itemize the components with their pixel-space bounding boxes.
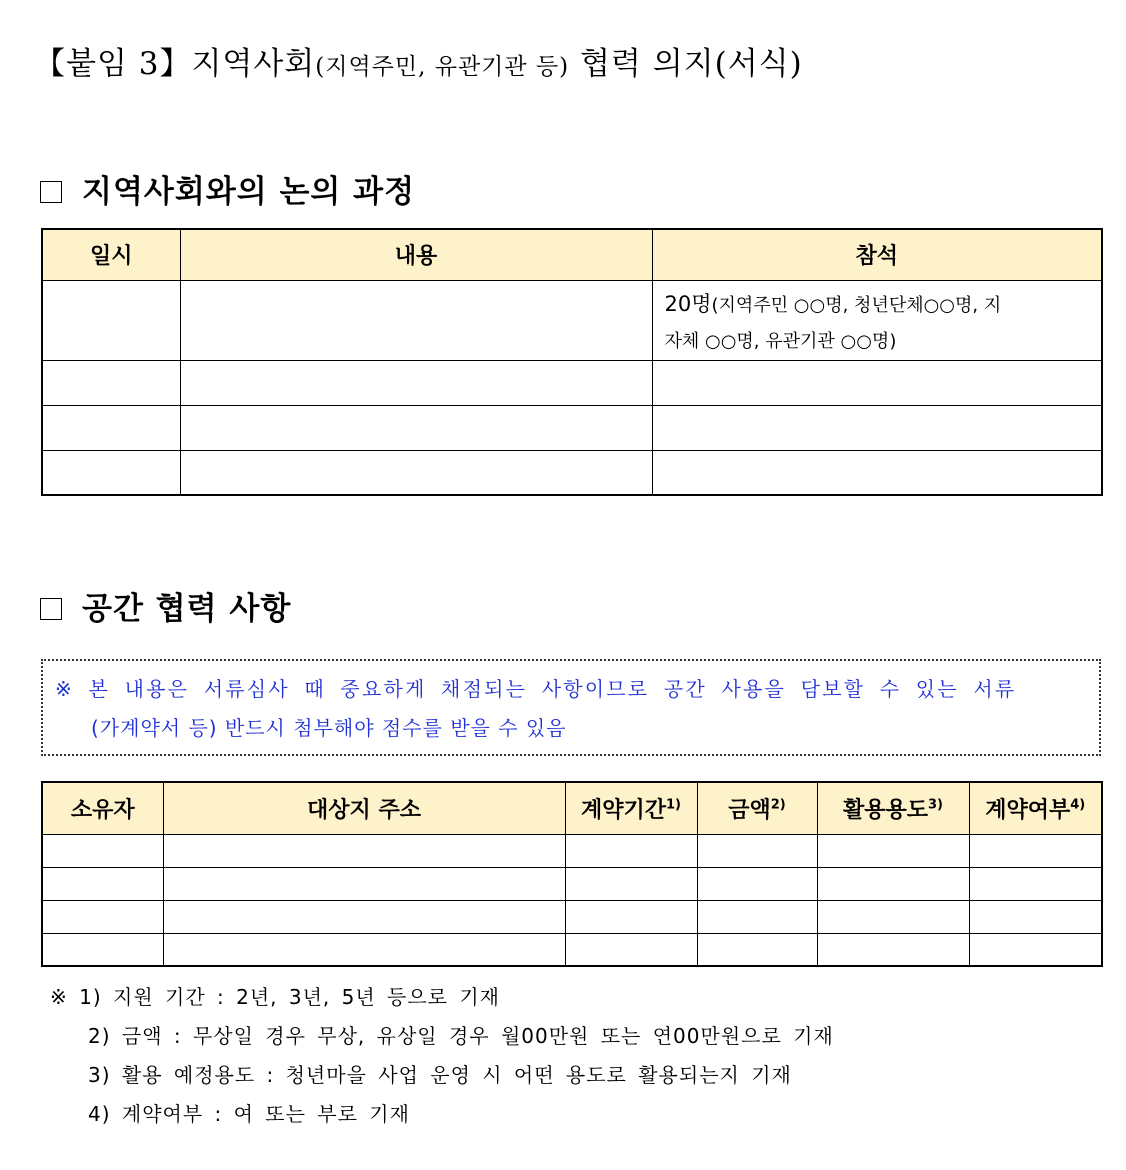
- section1-title-text: 지역사회와의 논의 과정: [82, 174, 416, 210]
- header-contract-period: 계약기간$^{1)}$: [565, 782, 697, 834]
- table-row: [42, 900, 1102, 933]
- header-attendees: 참석: [652, 229, 1102, 280]
- attendee-detail-2: 자체 ○○명, 유관기관 ○○명): [664, 330, 897, 352]
- document-title: [34, 38, 803, 83]
- table-header-row: [42, 782, 1102, 834]
- title-prefix: 【붙임 3】지역사회: [34, 46, 316, 82]
- table-row: [42, 450, 1102, 495]
- attendee-detail-1: (지역주민 ○○명, 청년단체○○명, 지: [711, 294, 1002, 316]
- section-title-discussion: [40, 166, 415, 211]
- header-address: 대상지 주소: [163, 782, 565, 834]
- footnote-2: 2) 금액 : 무상일 경우 무상, 유상일 경우 월00만원 또는 연00만원으로 기재: [88, 1024, 834, 1048]
- section-title-space: [40, 583, 291, 628]
- title-sub: (지역주민, 유관기관 등): [315, 54, 570, 80]
- header-amount: 금액$^{2)}$: [697, 782, 817, 834]
- header-contract-status: 계약여부$^{4)}$: [969, 782, 1102, 834]
- cell-attendees[interactable]: [652, 450, 1102, 495]
- cell-date[interactable]: [42, 405, 180, 450]
- space-table: [41, 781, 1103, 967]
- cell-content[interactable]: [180, 405, 652, 450]
- table-row: [42, 405, 1102, 450]
- header-content: 내용: [180, 229, 652, 280]
- title-suffix: 협력 의지(서식): [569, 46, 803, 82]
- table-header-row: [42, 229, 1102, 280]
- table-row: [42, 834, 1102, 867]
- notice-line-2: (가계약서 등) 반드시 첨부해야 점수를 받을 수 있음: [91, 716, 567, 740]
- footnote-1: ※ 1) 지원 기간 : 2년, 3년, 5년 등으로 기재: [50, 985, 500, 1009]
- footnote-4: 4) 계약여부 : 여 또는 부로 기재: [88, 1102, 410, 1126]
- table-row: [42, 360, 1102, 405]
- checkbox-icon: [40, 598, 62, 620]
- header-owner: 소유자: [42, 782, 163, 834]
- discussion-table: [41, 228, 1103, 496]
- cell-content[interactable]: [180, 450, 652, 495]
- table-row: [42, 867, 1102, 900]
- cell-date[interactable]: [42, 280, 180, 360]
- checkbox-icon: [40, 181, 62, 203]
- section2-title-text: 공간 협력 사항: [82, 591, 292, 627]
- cell-attendees[interactable]: [652, 280, 1102, 360]
- attendee-count: 20명: [664, 291, 712, 316]
- footnote-3: 3) 활용 예정용도 : 청년마을 사업 운영 시 어떤 용도로 활용되는지 기재: [88, 1063, 792, 1087]
- cell-content[interactable]: [180, 280, 652, 360]
- notice-line-1: ※ 본 내용은 서류심사 때 중요하게 채점되는 사항이므로 공간 사용을 담보할 수 있는 서류: [55, 677, 1017, 701]
- header-date: 일시: [42, 229, 180, 280]
- table-row: [42, 933, 1102, 966]
- cell-date[interactable]: [42, 450, 180, 495]
- cell-date[interactable]: [42, 360, 180, 405]
- table-row: [42, 280, 1102, 360]
- notice-box: [41, 659, 1101, 756]
- cell-attendees[interactable]: [652, 360, 1102, 405]
- cell-attendees[interactable]: [652, 405, 1102, 450]
- header-usage: 활용용도$^{3)}$: [817, 782, 969, 834]
- footnotes: [50, 978, 834, 1134]
- cell-content[interactable]: [180, 360, 652, 405]
